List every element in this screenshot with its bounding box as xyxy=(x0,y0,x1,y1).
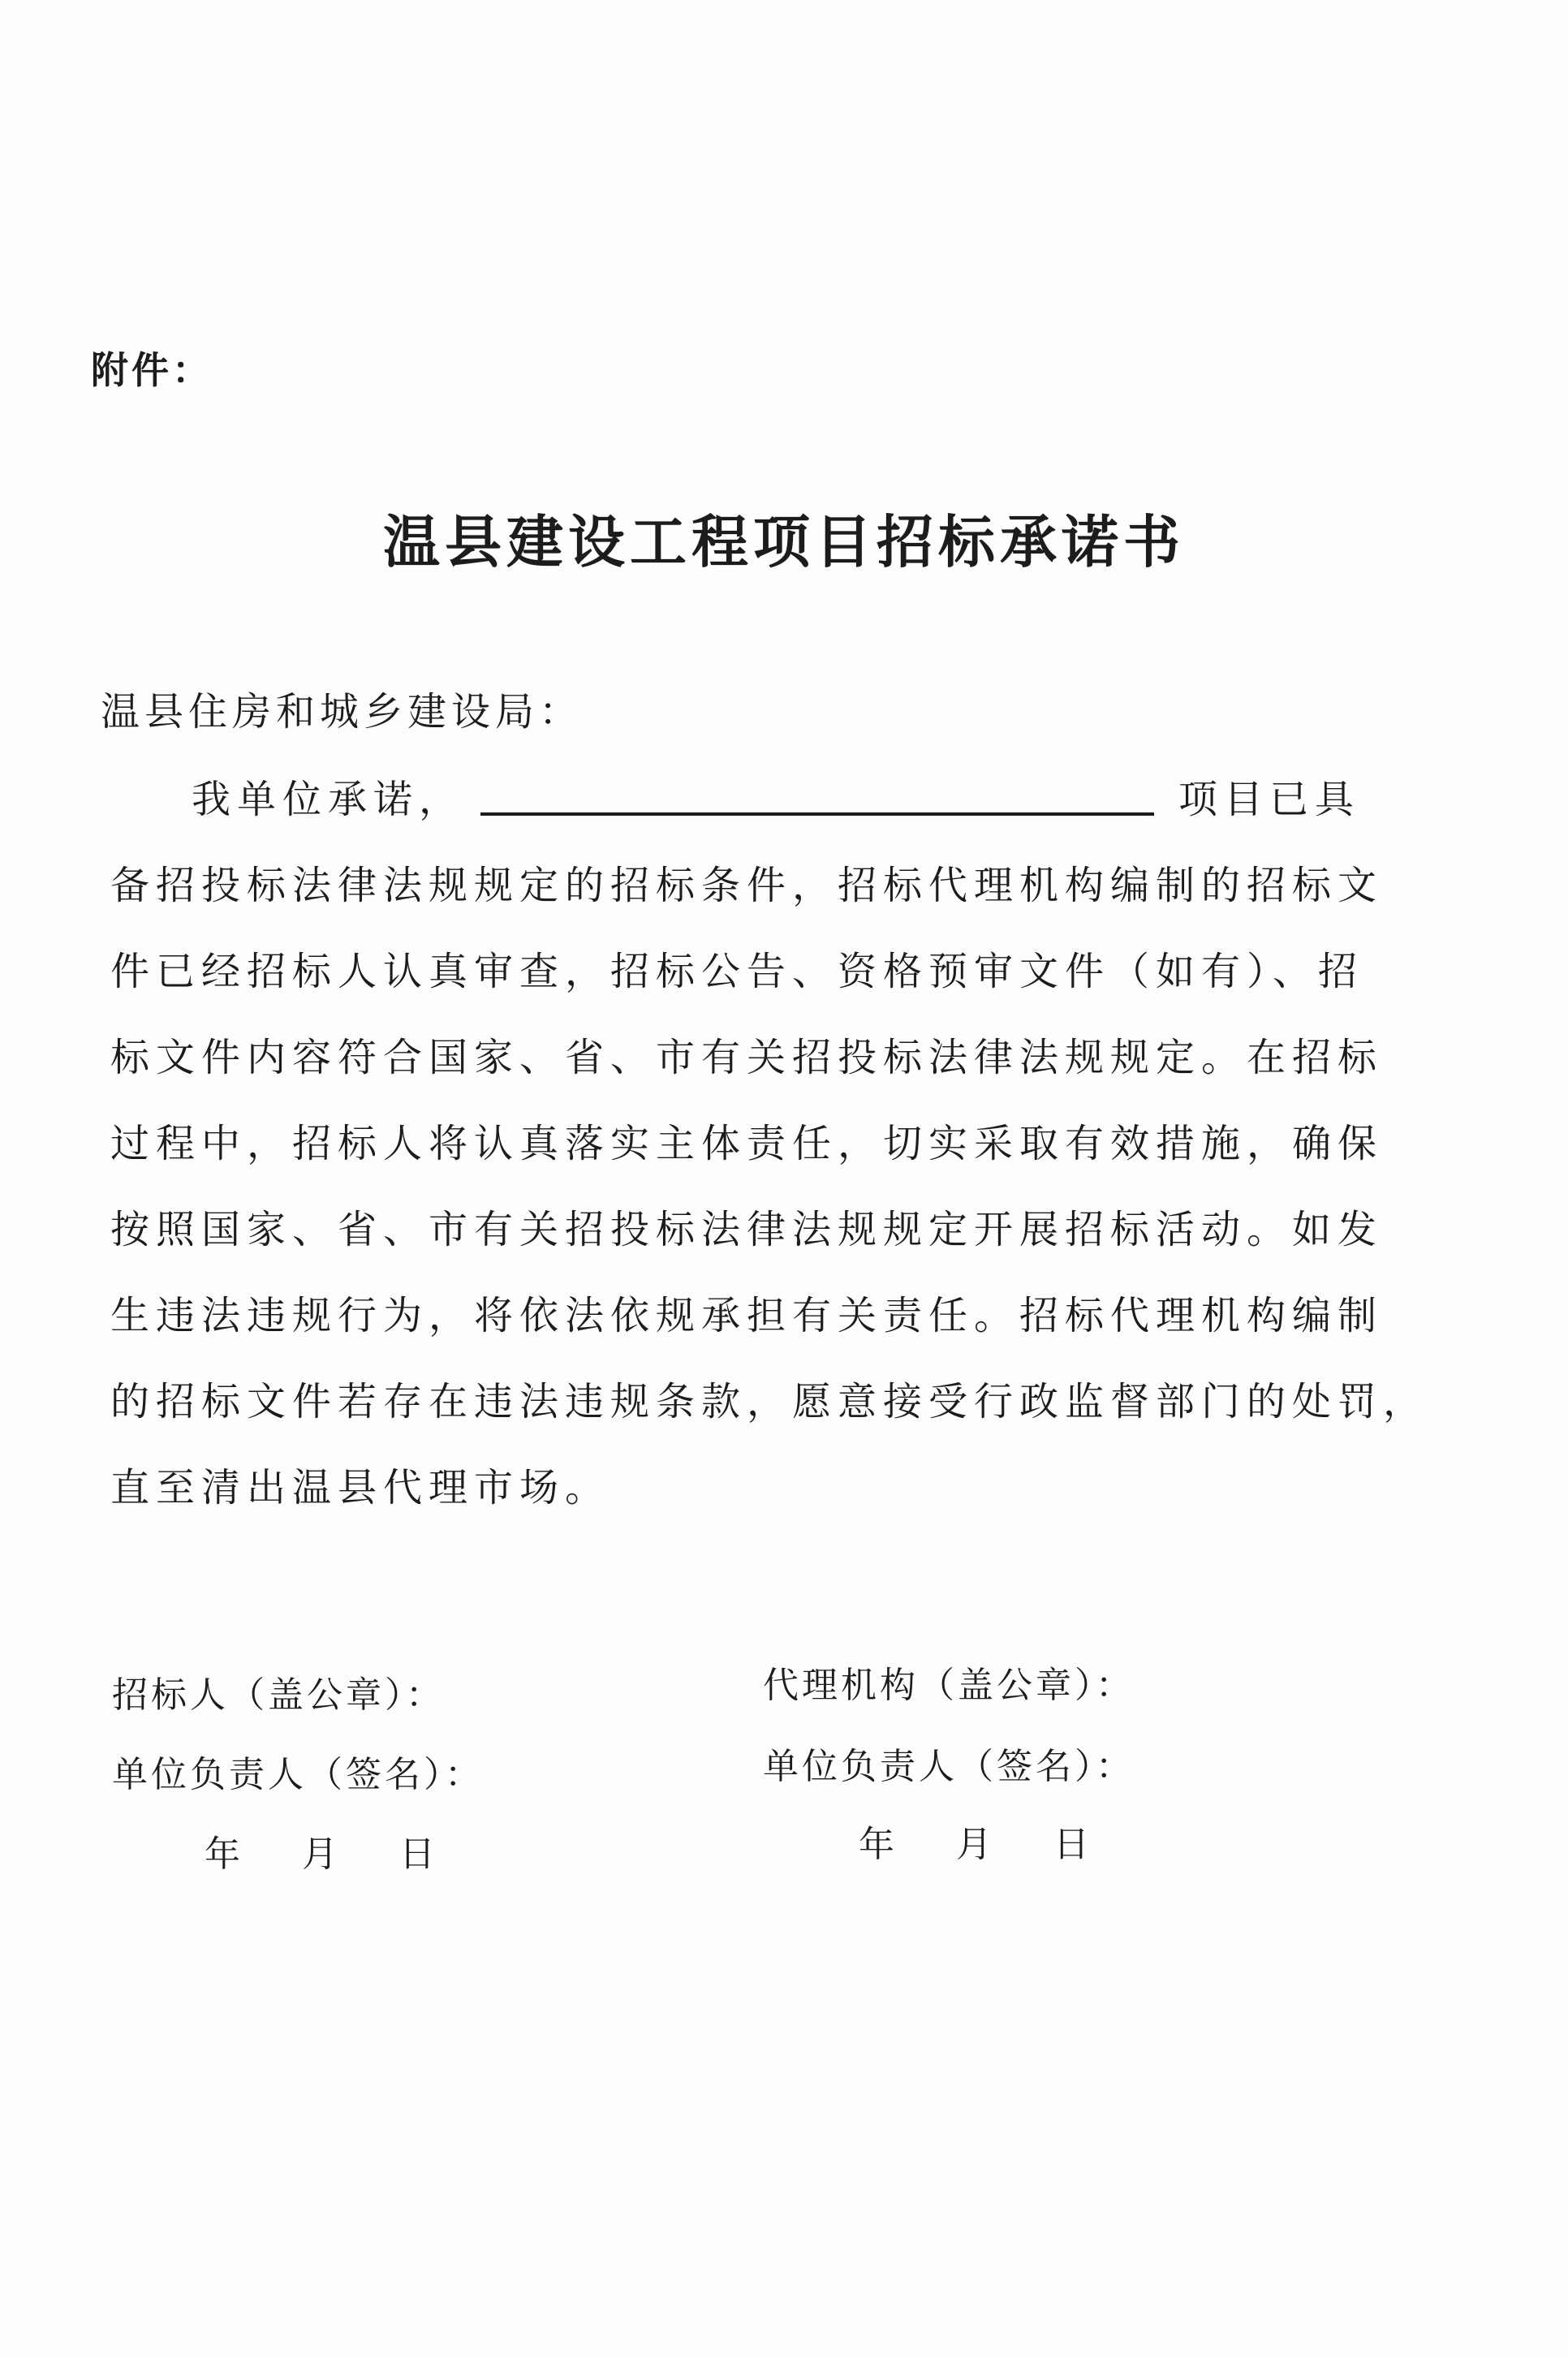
date-year: 年 xyxy=(205,1833,243,1875)
agency-stamp-label: 代理机构（盖公章）： xyxy=(763,1665,1135,1706)
date-month: 月 xyxy=(302,1833,341,1875)
body-line: 标文件内容符合国家、省、市有关招投标法律法规规定。在招标 xyxy=(110,1035,1384,1080)
attachment-label: 附件： xyxy=(91,348,213,392)
agency-date xyxy=(859,1815,1092,1867)
addressee: 温县住房和城乡建设局： xyxy=(101,689,584,735)
document-title: 温县建设工程项目招标承诺书 xyxy=(383,508,1185,575)
body-line: 生违法违规行为，将依法依规承担有关责任。招标代理机构编制 xyxy=(110,1293,1384,1338)
tenderer-stamp-label: 招标人（盖公章）： xyxy=(112,1674,445,1716)
tenderer-date xyxy=(205,1825,438,1877)
body-last-line: 直至清出温县代理市场。 xyxy=(110,1465,611,1510)
date-month: 月 xyxy=(956,1824,995,1865)
first-line-prefix: 我单位承诺， xyxy=(192,777,465,822)
date-year: 年 xyxy=(859,1824,898,1865)
body-line: 过程中，招标人将认真落实主体责任，切实采取有效措施，确保 xyxy=(110,1121,1384,1166)
body-line: 的招标文件若存在违法违规条款，愿意接受行政监督部门的处罚， xyxy=(110,1379,1429,1424)
first-line xyxy=(192,768,1360,824)
first-line-suffix: 项目已具 xyxy=(1178,777,1361,822)
tenderer-signature-label: 单位负责人（签名）： xyxy=(112,1754,484,1795)
date-day: 日 xyxy=(399,1833,438,1875)
agency-signature-label: 单位负责人（签名）： xyxy=(763,1746,1135,1787)
body-line: 件已经招标人认真审查，招标公告、资格预审文件（如有）、招 xyxy=(110,949,1364,994)
date-day: 日 xyxy=(1053,1824,1092,1865)
body-line: 备招投标法律法规规定的招标条件，招标代理机构编制的招标文 xyxy=(110,863,1384,908)
body-line: 按照国家、省、市有关招投标法律法规规定开展招标活动。如发 xyxy=(110,1207,1384,1252)
project-name-blank xyxy=(480,812,1154,816)
